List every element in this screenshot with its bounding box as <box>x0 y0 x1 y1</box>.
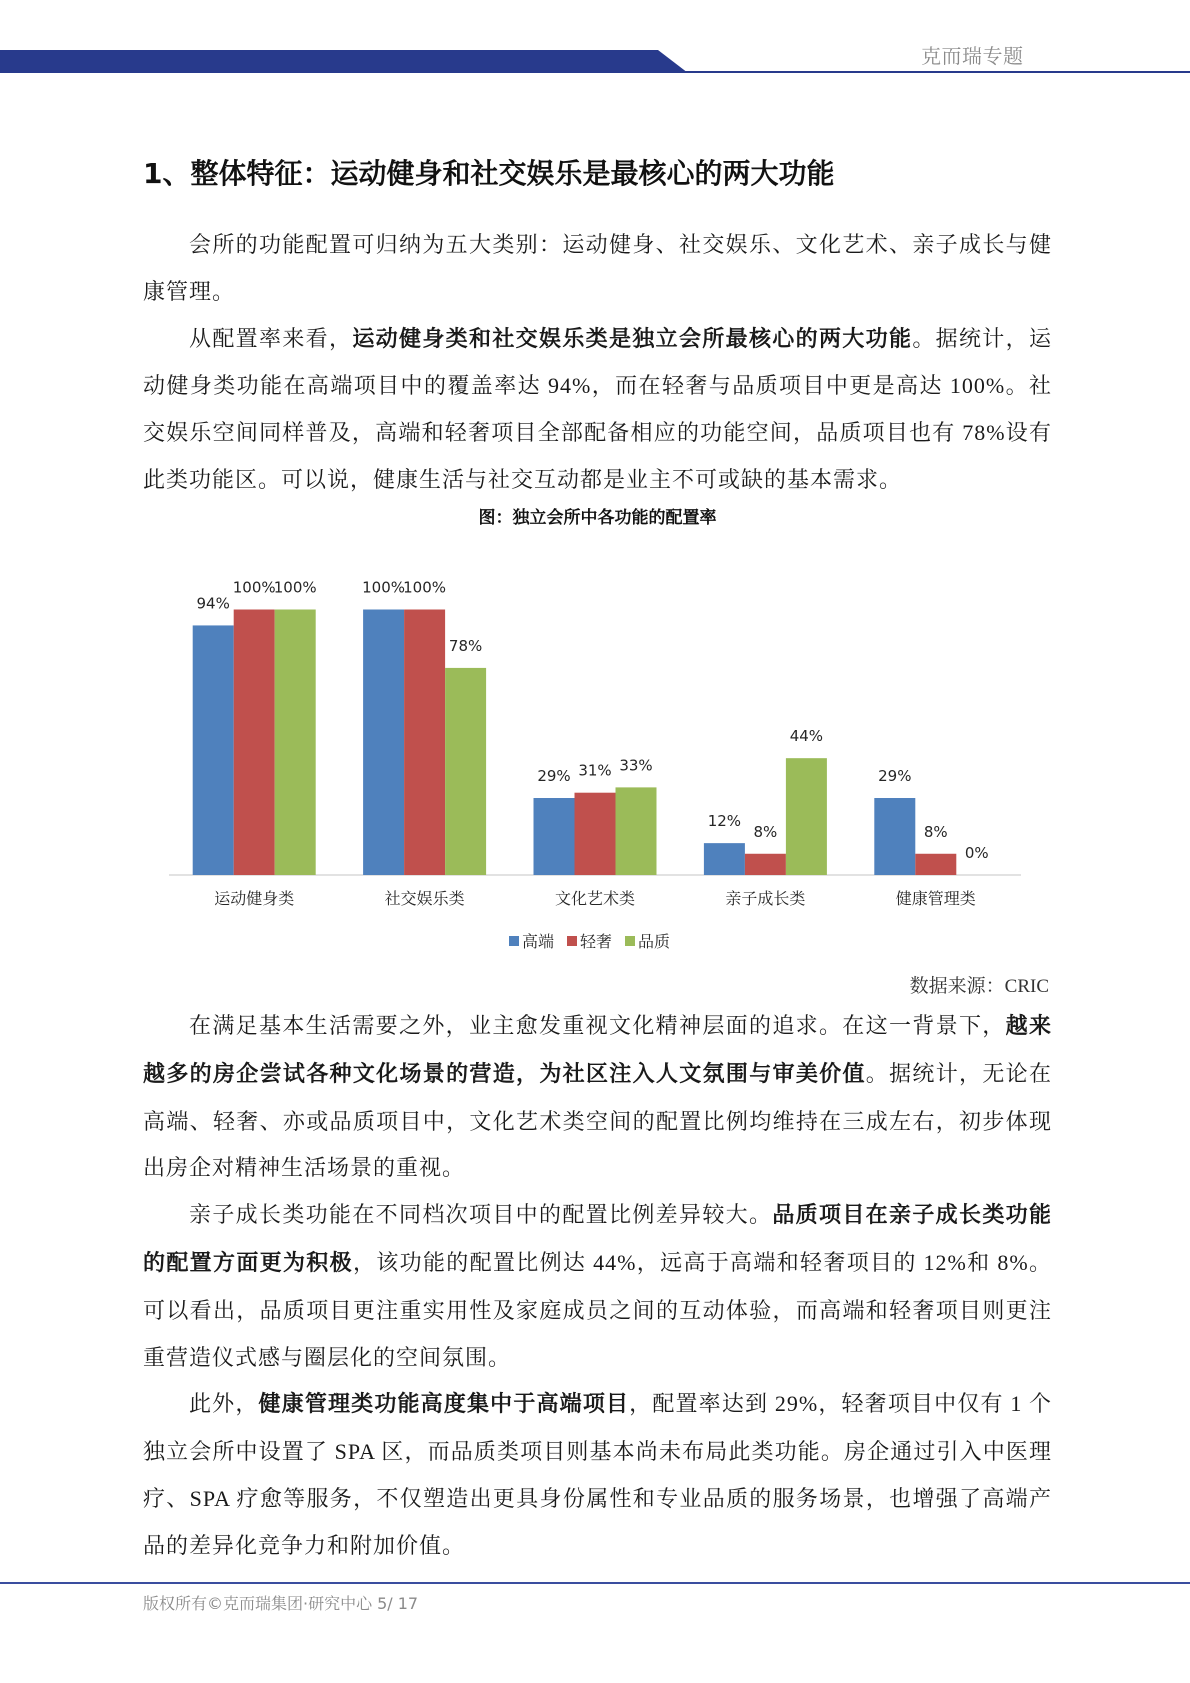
value-label-series3-cat3: 33% <box>619 756 653 775</box>
footer-rule <box>0 1582 1190 1584</box>
value-label-series1-cat4: 12% <box>707 812 742 831</box>
bar-series2-cat3 <box>575 793 616 875</box>
bar-series1-cat1 <box>193 625 234 875</box>
footer <box>143 1592 418 1616</box>
bar-series3-cat1 <box>275 610 316 876</box>
legend-swatch-2 <box>567 936 577 946</box>
legend-swatch-3 <box>625 936 635 946</box>
bar-series1-cat2 <box>363 610 404 876</box>
bar-chart <box>140 535 1050 965</box>
analysis-text <box>143 1003 1052 1570</box>
paragraph-text: 此外， <box>189 1391 259 1417</box>
intro-text <box>143 222 1052 504</box>
paragraph-5 <box>143 1381 1052 1569</box>
legend-label-3: 品质 <box>638 932 671 951</box>
value-label-series2-cat3: 31% <box>578 761 612 780</box>
chart-caption: 图：独立会所中各功能的配置率 <box>478 508 717 528</box>
header-rule <box>684 71 1190 73</box>
emphasis-text: 越来越多的房企尝试各种文化场景的营造，为社区注入人文氛围与审美价值 <box>143 1014 1052 1087</box>
footer-copyright: 版权所有©克而瑞集团·研究中心 <box>143 1594 373 1613</box>
paragraph-text: 会所的功能配置可归纳为五大类别：运动健身、社交娱乐、文化艺术、亲子成长与健康管理。 <box>143 232 1052 304</box>
value-label-series1-cat3: 29% <box>537 767 571 786</box>
legend-swatch-1 <box>509 936 519 946</box>
category-label-4: 亲子成长类 <box>725 889 806 908</box>
paragraph-text: 在满足基本生活需要之外，业主愈发重视文化精神层面的追求。在这一背景下， <box>189 1013 1006 1038</box>
paragraph-text: 亲子成长类功能在不同档次项目中的配置比例差异较大。 <box>189 1202 773 1228</box>
legend-label-1: 高端 <box>522 932 555 951</box>
paragraph-text: 。据统计，运动健身类功能在高端项目中的覆盖率达 94%，而在轻奢与品质项目中更是高达 100%。社交娱乐空间同样普及，高端和轻奢项目全部配备相应的功能空间，品质项目也有 78%设有此类功能区。可以说，健康生活与社交互动都是业主不可或缺的基本需求。 <box>143 325 1052 492</box>
section-title: 1、整体特征：运动健身和社交娱乐是最核心的两大功能 <box>143 157 835 190</box>
bar-series2-cat1 <box>234 610 275 876</box>
paragraph-text: 。据统计，无论在高端、轻奢、亦或品质项目中，文化艺术类空间的配置比例均维持在三成左右，初步体现出房企对精神生活场景的重视。 <box>143 1060 1052 1181</box>
value-label-series2-cat2: 100% <box>403 578 447 597</box>
category-label-1: 运动健身类 <box>214 889 295 908</box>
paragraph-2 <box>143 316 1052 504</box>
bar-series2-cat4 <box>745 854 786 875</box>
value-label-series2-cat1: 100% <box>232 578 276 597</box>
bar-series3-cat4 <box>786 758 827 875</box>
footer-page-number: 5/ 17 <box>377 1594 419 1613</box>
paragraph-text: 从配置率来看， <box>189 325 353 351</box>
value-label-series1-cat5: 29% <box>878 767 912 786</box>
emphasis-text: 品质项目在亲子成长类功能的配置方面更为积极 <box>143 1203 1052 1276</box>
chart-source: 数据来源：CRIC <box>909 976 1049 997</box>
value-label-series2-cat5: 8% <box>923 822 948 841</box>
category-label-5: 健康管理类 <box>895 889 976 908</box>
paragraph-text: ，配置率达到 29%，轻奢项目中仅有 1 个独立会所中设置了 SPA 区，而品质类项目则基本尚未布局此类功能。房企通过引入中医理疗、SPA 疗愈等服务，不仅塑造出更具身份属性和专业品质的服务场景，也增强了高端产品的差异化竞争力和附加价值。 <box>143 1391 1052 1558</box>
category-label-3: 文化艺术类 <box>554 889 636 908</box>
header-brand: 克而瑞专题 <box>921 44 1024 68</box>
header-band <box>0 50 688 73</box>
value-label-series1-cat1: 94% <box>196 594 230 613</box>
bar-series2-cat5 <box>915 854 956 875</box>
value-label-series1-cat2: 100% <box>362 578 406 597</box>
value-label-series3-cat2: 78% <box>448 636 483 655</box>
category-label-2: 社交娱乐类 <box>384 889 465 908</box>
bar-series3-cat3 <box>616 787 657 875</box>
bar-series3-cat2 <box>445 668 486 875</box>
value-label-series2-cat4: 8% <box>753 822 778 841</box>
paragraph-3 <box>143 1003 1052 1192</box>
bar-series1-cat5 <box>874 798 915 875</box>
value-label-series3-cat5: 0% <box>964 844 989 862</box>
emphasis-text: 健康管理类功能高度集中于高端项目 <box>258 1392 630 1418</box>
emphasis-text: 运动健身类和社交娱乐类是独立会所最核心的两大功能 <box>352 326 913 352</box>
value-label-series3-cat1: 100% <box>273 578 317 597</box>
paragraph-text: ，该功能的配置比例达 44%，远高于高端和轻奢项目的 12%和 8%。可以看出，品质项目更注重实用性及家庭成员之间的互动体验，而高端和轻奢项目则更注重营造仪式感与圈层化的空间氛围。 <box>143 1249 1052 1370</box>
paragraph-4 <box>143 1192 1052 1381</box>
paragraph-1 <box>143 222 1052 316</box>
legend-label-2: 轻奢 <box>580 932 613 951</box>
bar-series1-cat4 <box>704 843 745 875</box>
value-label-series3-cat4: 44% <box>789 727 824 746</box>
bar-series1-cat3 <box>534 798 575 875</box>
bar-series2-cat2 <box>404 610 445 876</box>
